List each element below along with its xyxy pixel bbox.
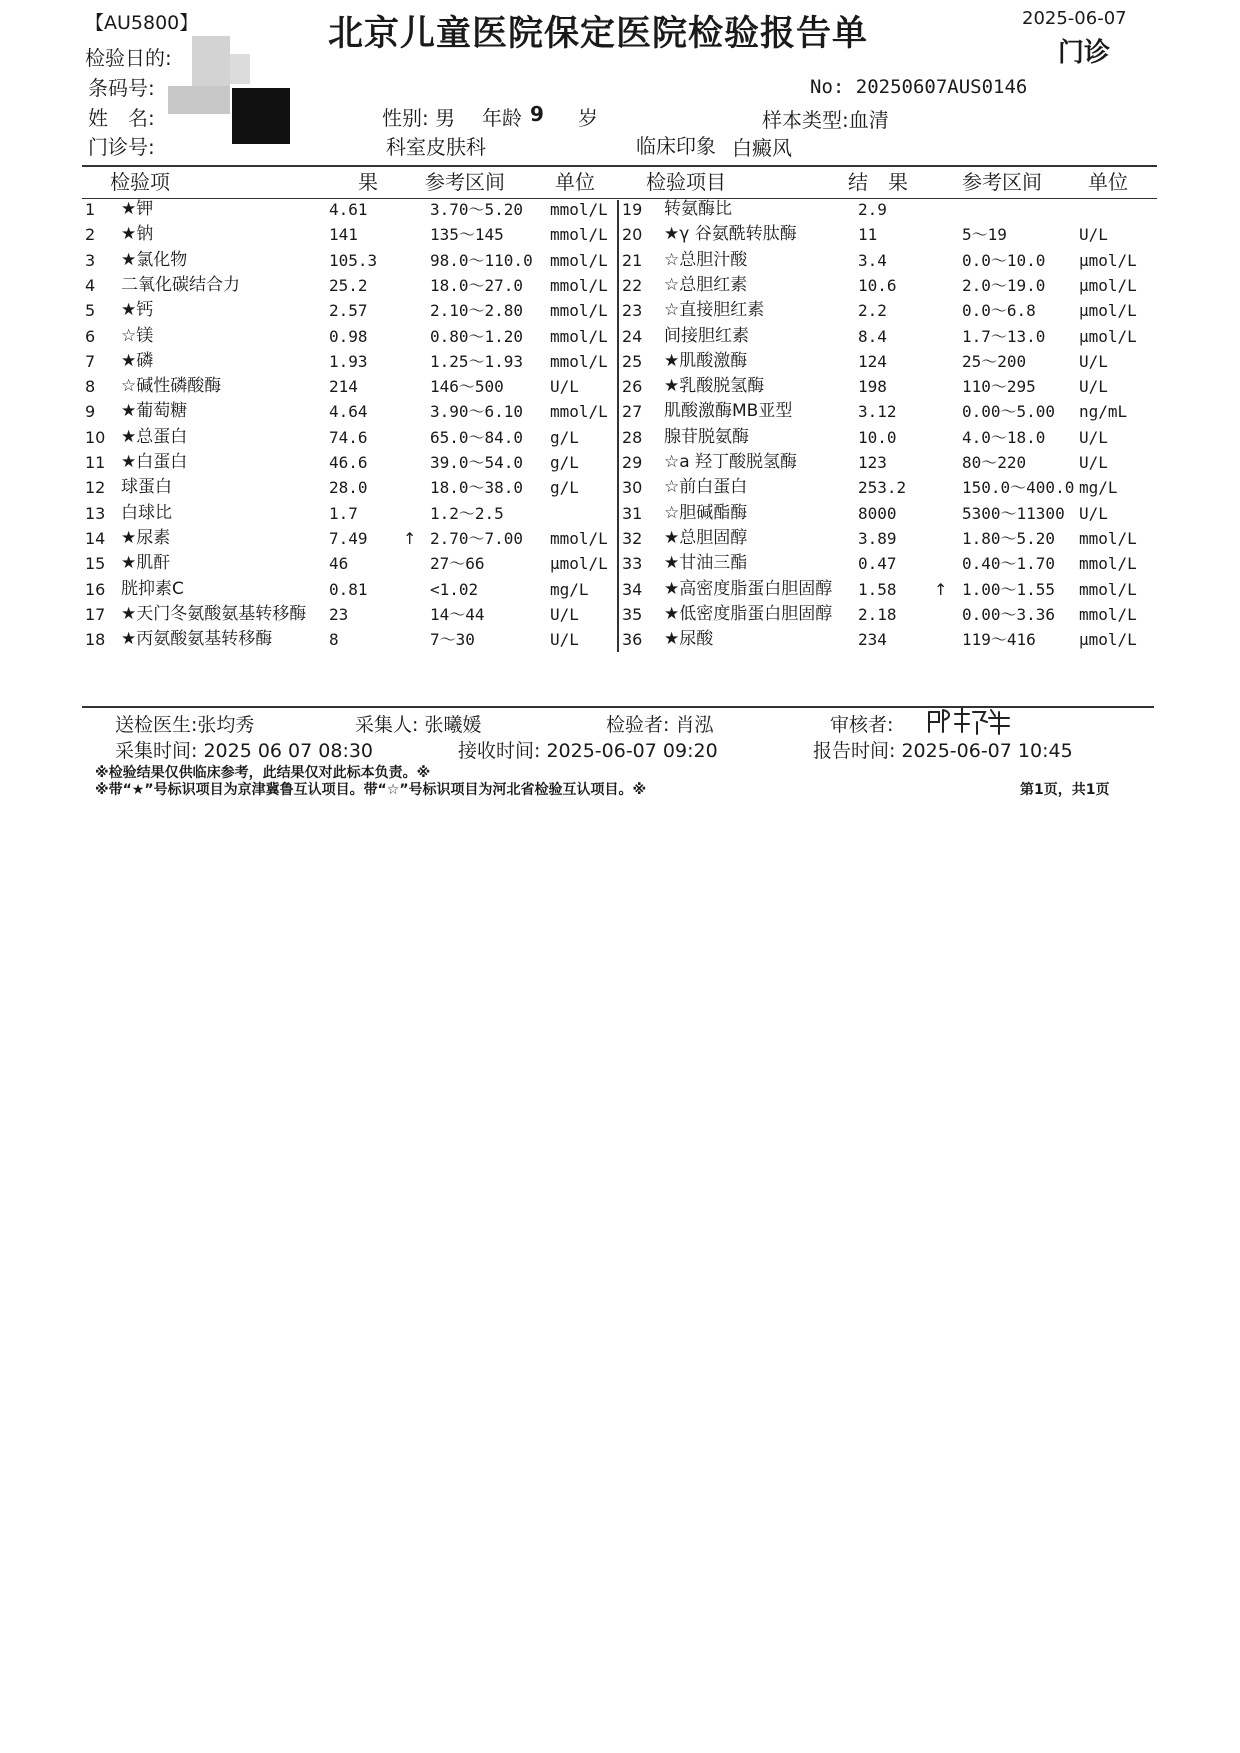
row-number: 10 (85, 427, 106, 447)
test-result: 3.89 (858, 528, 897, 548)
test-name: ★乳酸脱氢酶 (664, 376, 765, 397)
test-name: ★高密度脂蛋白胆固醇 (664, 578, 833, 599)
test-result: 2.2 (858, 301, 887, 321)
table-row (85, 248, 625, 273)
test-unit: mmol/L (1079, 528, 1137, 548)
header-item: 检验项 (110, 170, 170, 194)
test-result: 105.3 (329, 250, 378, 270)
header-item-2: 检验项目 (646, 170, 726, 194)
row-number: 13 (85, 503, 106, 523)
row-number: 25 (622, 351, 643, 371)
reference-range: 4.0～18.0 (962, 427, 1046, 447)
test-result: 0.47 (858, 554, 897, 574)
test-result: 1.58 (858, 579, 897, 599)
test-name: ☆总胆红素 (664, 274, 748, 295)
test-result: 25.2 (329, 275, 368, 295)
reference-range: 18.0～38.0 (430, 478, 524, 498)
lab-id-label: 检验日的: (85, 46, 172, 70)
test-name: 转氨酶比 (664, 199, 732, 219)
row-number: 9 (85, 402, 96, 422)
test-result: 3.12 (858, 402, 897, 422)
redaction-block (168, 86, 230, 114)
disclaimer-note: ※检验结果仅供临床参考，此结果仅对此标本负责。※ (95, 765, 431, 781)
test-result: 253.2 (858, 478, 907, 498)
redaction-block (230, 54, 250, 84)
table-row (85, 399, 625, 424)
reference-range: 0.40～1.70 (962, 554, 1056, 574)
reference-range: 0.00～5.00 (962, 402, 1056, 422)
test-name: ★氯化物 (121, 249, 188, 270)
table-row (85, 551, 625, 576)
age-value: 9 (530, 102, 544, 126)
test-unit: U/L (1079, 377, 1108, 397)
test-unit: mmol/L (550, 275, 608, 295)
table-row (85, 273, 625, 298)
test-result: 11 (858, 225, 878, 245)
reviewer-signature (925, 704, 1015, 738)
reference-range: 110～295 (962, 377, 1036, 397)
redaction-block (232, 88, 290, 144)
test-name: ★丙氨酸氨基转移酶 (121, 629, 273, 650)
test-result: 2.9 (858, 200, 887, 219)
test-unit: mmol/L (550, 326, 608, 346)
test-name: 二氧化碳结合力 (121, 274, 240, 295)
table-row (622, 475, 1162, 500)
reference-range: 119～416 (962, 630, 1036, 650)
reference-range: 14～44 (430, 604, 485, 624)
table-row (622, 501, 1162, 526)
reference-range: 80～220 (962, 453, 1027, 472)
test-unit: g/L (550, 453, 579, 472)
test-name: ★白蛋白 (121, 452, 188, 472)
test-unit: mmol/L (1079, 604, 1137, 624)
table-row (622, 602, 1162, 627)
table-row (622, 222, 1162, 247)
sample-type: 样本类型:血清 (762, 108, 889, 132)
reference-range: 2.70～7.00 (430, 528, 524, 548)
reference-range: 98.0～110.0 (430, 250, 533, 270)
row-number: 8 (85, 377, 96, 397)
test-result: 46 (329, 554, 349, 574)
test-unit: mmol/L (1079, 579, 1137, 599)
test-result: 234 (858, 630, 887, 650)
test-unit: μmol/L (1079, 630, 1137, 650)
test-name: ★肌酐 (121, 553, 171, 574)
abnormal-flag: ↑ (934, 579, 948, 599)
test-name: 腺苷脱氨酶 (664, 426, 749, 447)
test-result: 0.98 (329, 326, 368, 346)
header-ref-2: 参考区间 (962, 170, 1042, 194)
row-number: 3 (85, 250, 96, 270)
test-unit: U/L (1079, 453, 1108, 472)
row-number: 26 (622, 377, 643, 397)
table-row (622, 374, 1162, 399)
table-row (85, 298, 625, 323)
reference-range: 5300～11300 (962, 503, 1065, 523)
header-unit: 单位 (555, 170, 595, 194)
table-row (622, 577, 1162, 602)
test-result: 23 (329, 604, 349, 624)
test-result: 10.6 (858, 275, 897, 295)
test-name: ☆胆碱酯酶 (664, 502, 748, 523)
collect-time: 采集时间: 2025 06 07 08:30 (115, 740, 374, 762)
test-result: 1.93 (329, 351, 368, 371)
test-unit: μmol/L (1079, 275, 1137, 295)
table-row (622, 197, 1162, 222)
header-result-2: 结 果 (848, 170, 908, 194)
reference-range: 1.25～1.93 (430, 351, 524, 371)
sending-doctor: 送检医生:张均秀 (115, 714, 255, 736)
reference-range: 27～66 (430, 554, 485, 574)
mutual-recognition-note: ※带“★”号标识项目为京津冀鲁互认项目。带“☆”号标识项目为河北省检验互认项目。※ (95, 782, 647, 798)
test-unit: mmol/L (550, 528, 608, 548)
test-result: 7.49 (329, 528, 368, 548)
report-date: 2025-06-07 (1022, 8, 1127, 29)
barcode-label: 条码号: (88, 76, 155, 100)
reference-range: <1.02 (430, 579, 479, 599)
test-name: ★葡萄糖 (121, 401, 188, 422)
test-name: ★γ 谷氨酰转肽酶 (664, 224, 797, 245)
test-result: 1.7 (329, 503, 358, 523)
test-unit: mmol/L (550, 351, 608, 371)
reference-range: 2.0～19.0 (962, 275, 1046, 295)
table-row (85, 197, 625, 222)
table-row (85, 349, 625, 374)
test-result: 2.18 (858, 604, 897, 624)
test-result: 8.4 (858, 326, 887, 346)
test-unit: mg/L (1079, 478, 1118, 498)
test-name: 球蛋白 (121, 477, 172, 498)
test-result: 124 (858, 351, 887, 371)
table-row (85, 501, 625, 526)
row-number: 29 (622, 453, 643, 472)
row-number: 22 (622, 275, 643, 295)
table-row (85, 222, 625, 247)
table-row (85, 324, 625, 349)
row-number: 1 (85, 200, 96, 219)
test-name: ★尿素 (121, 527, 171, 548)
test-result: 4.64 (329, 402, 368, 422)
row-number: 30 (622, 478, 643, 498)
test-result: 0.81 (329, 579, 368, 599)
row-number: 6 (85, 326, 96, 346)
test-name: ☆总胆汁酸 (664, 249, 748, 270)
row-number: 14 (85, 528, 106, 548)
reference-range: 135～145 (430, 225, 504, 245)
receive-time: 接收时间: 2025-06-07 09:20 (458, 740, 718, 762)
table-row (622, 526, 1162, 551)
name-label: 姓 名: (88, 106, 155, 130)
row-number: 20 (622, 225, 643, 245)
test-result: 8000 (858, 503, 897, 523)
table-row (622, 399, 1162, 424)
test-result: 28.0 (329, 478, 368, 498)
test-unit: U/L (550, 377, 579, 397)
table-row (85, 602, 625, 627)
diagnosis-label: 临床印象 (636, 134, 716, 158)
reference-range: 3.70～5.20 (430, 200, 524, 219)
row-number: 11 (85, 453, 106, 472)
test-unit: mmol/L (550, 402, 608, 422)
test-result: 4.61 (329, 200, 368, 219)
table-row (622, 551, 1162, 576)
row-number: 18 (85, 630, 106, 650)
row-number: 36 (622, 630, 643, 650)
reference-range: 0.0～6.8 (962, 301, 1036, 321)
report-title: 北京儿童医院保定医院检验报告单 (328, 14, 869, 54)
report-number: No: 20250607AUS0146 (810, 76, 1028, 98)
row-number: 15 (85, 554, 106, 574)
row-number: 2 (85, 225, 96, 245)
test-unit: U/L (1079, 225, 1108, 245)
reference-range: 146～500 (430, 377, 504, 397)
test-unit: U/L (1079, 503, 1108, 523)
reference-range: 65.0～84.0 (430, 427, 524, 447)
test-result: 3.4 (858, 250, 887, 270)
page-info: 第1页，共1页 (1020, 782, 1110, 798)
row-number: 34 (622, 579, 643, 599)
test-name: ☆前白蛋白 (664, 477, 748, 498)
age-label: 年龄 (482, 106, 522, 130)
age-unit: 岁 (578, 106, 598, 130)
outpatient-label: 门诊号: (88, 135, 155, 159)
row-number: 16 (85, 579, 106, 599)
test-result: 198 (858, 377, 887, 397)
row-number: 7 (85, 351, 96, 371)
test-result: 214 (329, 377, 358, 397)
table-row (622, 627, 1162, 652)
row-number: 21 (622, 250, 643, 270)
row-number: 32 (622, 528, 643, 548)
test-name: 白球比 (121, 502, 172, 523)
row-number: 35 (622, 604, 643, 624)
test-unit: mmol/L (550, 250, 608, 270)
clinic-type: 门诊 (1058, 38, 1111, 68)
test-name: ☆镁 (121, 325, 154, 346)
row-number: 33 (622, 554, 643, 574)
row-number: 27 (622, 402, 643, 422)
test-unit: μmol/L (1079, 250, 1137, 270)
reference-range: 0.00～3.36 (962, 604, 1056, 624)
test-unit: U/L (1079, 351, 1108, 371)
department: 科室皮肤科 (386, 135, 486, 159)
test-name: ★尿酸 (664, 629, 714, 650)
table-row (85, 577, 625, 602)
test-name: ★总胆固醇 (664, 527, 748, 548)
diagnosis: 白癜风 (732, 136, 792, 160)
reference-range: 0.0～10.0 (962, 250, 1046, 270)
table-row (622, 425, 1162, 450)
row-number: 19 (622, 200, 643, 219)
reference-range: 1.2～2.5 (430, 503, 504, 523)
test-unit: mmol/L (550, 225, 608, 245)
table-row (85, 425, 625, 450)
test-name: ★低密度脂蛋白胆固醇 (664, 603, 833, 624)
test-name: ★肌酸激酶 (664, 350, 748, 371)
test-name: ★磷 (121, 350, 154, 371)
test-result: 74.6 (329, 427, 368, 447)
test-unit: μmol/L (1079, 301, 1137, 321)
tester: 检验者: 肖泓 (606, 714, 714, 736)
test-unit: U/L (550, 604, 579, 624)
row-number: 17 (85, 604, 106, 624)
reference-range: 2.10～2.80 (430, 301, 524, 321)
test-name: ☆碱性磷酸酶 (121, 376, 222, 397)
header-unit-2: 单位 (1088, 170, 1128, 194)
test-name: ★钾 (121, 199, 154, 219)
row-number: 28 (622, 427, 643, 447)
test-unit: mmol/L (550, 301, 608, 321)
test-unit: μmol/L (1079, 326, 1137, 346)
row-number: 4 (85, 275, 96, 295)
test-result: 123 (858, 453, 887, 472)
test-result: 46.6 (329, 453, 368, 472)
reviewer-label: 审核者: (830, 714, 894, 736)
table-row (85, 627, 625, 652)
table-row (622, 273, 1162, 298)
table-row (622, 298, 1162, 323)
test-name: 胱抑素C (121, 578, 184, 599)
header-result: 果 (358, 170, 378, 194)
test-name: ☆a 羟丁酸脱氢酶 (664, 452, 798, 472)
reference-range: 7～30 (430, 630, 475, 650)
table-row (622, 450, 1162, 475)
table-row (85, 374, 625, 399)
reference-range: 1.00～1.55 (962, 579, 1056, 599)
header-ref: 参考区间 (425, 170, 505, 194)
test-name: ☆直接胆红素 (664, 300, 765, 321)
test-unit: U/L (550, 630, 579, 650)
test-unit: mmol/L (1079, 554, 1137, 574)
gender: 性别: 男 (382, 106, 456, 130)
table-row (622, 248, 1162, 273)
table-row (85, 526, 625, 551)
reference-range: 3.90～6.10 (430, 402, 524, 422)
test-name: 间接胆红素 (664, 325, 749, 346)
test-name: ★天门冬氨酸氨基转移酶 (121, 603, 307, 624)
reference-range: 25～200 (962, 351, 1027, 371)
reference-range: 1.80～5.20 (962, 528, 1056, 548)
abnormal-flag: ↑ (403, 528, 417, 548)
row-number: 12 (85, 478, 106, 498)
test-result: 8 (329, 630, 339, 650)
table-row (622, 324, 1162, 349)
test-unit: g/L (550, 427, 579, 447)
reference-range: 0.80～1.20 (430, 326, 524, 346)
report-time: 报告时间: 2025-06-07 10:45 (813, 740, 1073, 762)
instrument-code: 【AU5800】 (85, 12, 199, 34)
test-name: 肌酸激酶MB亚型 (664, 401, 793, 422)
test-result: 2.57 (329, 301, 368, 321)
row-number: 24 (622, 326, 643, 346)
row-number: 31 (622, 503, 643, 523)
reference-range: 18.0～27.0 (430, 275, 524, 295)
test-result: 10.0 (858, 427, 897, 447)
test-name: ★甘油三酯 (664, 553, 748, 574)
collector: 采集人: 张曦媛 (355, 714, 482, 736)
test-name: ★钙 (121, 300, 154, 321)
test-unit: ng/mL (1079, 402, 1128, 422)
test-unit: mmol/L (550, 200, 608, 219)
test-unit: g/L (550, 478, 579, 498)
reference-range: 39.0～54.0 (430, 453, 524, 472)
row-number: 5 (85, 301, 96, 321)
test-name: ★钠 (121, 224, 154, 245)
reference-range: 150.0～400.0 (962, 478, 1075, 498)
reference-range: 1.7～13.0 (962, 326, 1046, 346)
reference-range: 5～19 (962, 225, 1007, 245)
test-result: 141 (329, 225, 358, 245)
table-row (622, 349, 1162, 374)
test-name: ★总蛋白 (121, 426, 188, 447)
row-number: 23 (622, 301, 643, 321)
test-unit: mg/L (550, 579, 589, 599)
test-unit: μmol/L (550, 554, 608, 574)
table-row (85, 450, 625, 475)
test-unit: U/L (1079, 427, 1108, 447)
table-row (85, 475, 625, 500)
